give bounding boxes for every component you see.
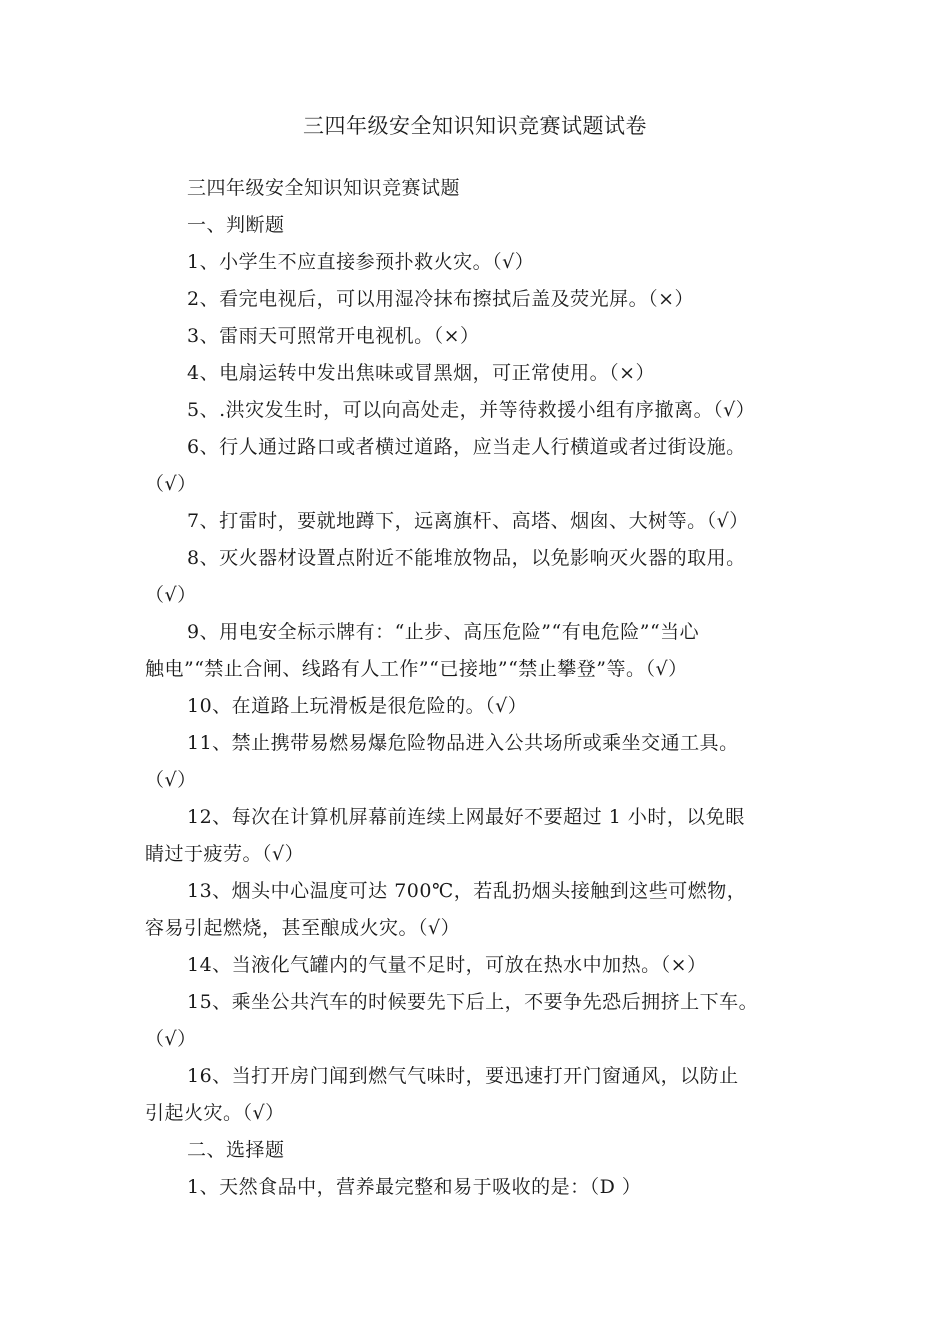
question-line: 13、烟头中心温度可达 700℃，若乱扔烟头接触到这些可燃物， — [187, 880, 747, 902]
question-line: 8、灭火器材设置点附近不能堆放物品，以免影响灭火器的取用。 — [187, 547, 746, 569]
document-body — [145, 170, 825, 1206]
question-line: 14、当液化气罐内的气量不足时，可放在热水中加热。（×） — [187, 954, 707, 976]
question-line: 2、看完电视后，可以用湿冷抹布擦拭后盖及荧光屏。（×） — [187, 288, 695, 310]
question-continuation: （√） — [145, 769, 197, 791]
question-line: 10、在道路上玩滑板是很危险的。（√） — [187, 695, 528, 717]
question-line: 15、乘坐公共汽车的时候要先下后上，不要争先恐后拥挤上下车。 — [187, 991, 759, 1013]
part-heading-judgment: 一、判断题 — [187, 214, 285, 236]
question-line: 9、用电安全标示牌有：“止步、高压危险”“有电危险”“当心 — [187, 621, 700, 643]
question-continuation: 触电”“禁止合闸、线路有人工作”“已接地”“禁止攀登”等。（√） — [145, 658, 688, 680]
question-continuation: （√） — [145, 584, 197, 606]
document-title: 三四年级安全知识知识竞赛试题试卷 — [303, 114, 647, 138]
section-heading: 三四年级安全知识知识竞赛试题 — [187, 177, 461, 199]
question-continuation: 引起火灾。（√） — [145, 1102, 285, 1124]
question-continuation: （√） — [145, 473, 197, 495]
question-line: 5、.洪灾发生时，可以向高处走，并等待救援小组有序撤离。（√） — [187, 399, 756, 421]
question-line: 11、禁止携带易燃易爆危险物品进入公共场所或乘坐交通工具。 — [187, 732, 739, 754]
question-continuation: 睛过于疲劳。（√） — [145, 843, 305, 865]
question-line: 12、每次在计算机屏幕前连续上网最好不要超过 1 小时，以免眼 — [187, 806, 745, 828]
question-line: 6、行人通过路口或者横过道路，应当走人行横道或者过街设施。 — [187, 436, 746, 458]
part-heading-choice: 二、选择题 — [187, 1139, 285, 1161]
question-line: 4、电扇运转中发出焦味或冒黑烟，可正常使用。（×） — [187, 362, 656, 384]
question-continuation: 容易引起燃烧，甚至酿成火灾。（√） — [145, 917, 461, 939]
question-line: 16、当打开房门闻到燃气气味时，要迅速打开门窗通风，以防止 — [187, 1065, 739, 1087]
question-line: 7、打雷时，要就地蹲下，远离旗杆、高塔、烟囱、大树等。（√） — [187, 510, 749, 532]
question-line: 1、天然食品中，营养最完整和易于吸收的是：（D ） — [187, 1176, 642, 1198]
question-line: 3、雷雨天可照常开电视机。（×） — [187, 325, 480, 347]
question-line: 1、小学生不应直接参预扑救火灾。（√） — [187, 251, 535, 273]
question-continuation: （√） — [145, 1028, 197, 1050]
